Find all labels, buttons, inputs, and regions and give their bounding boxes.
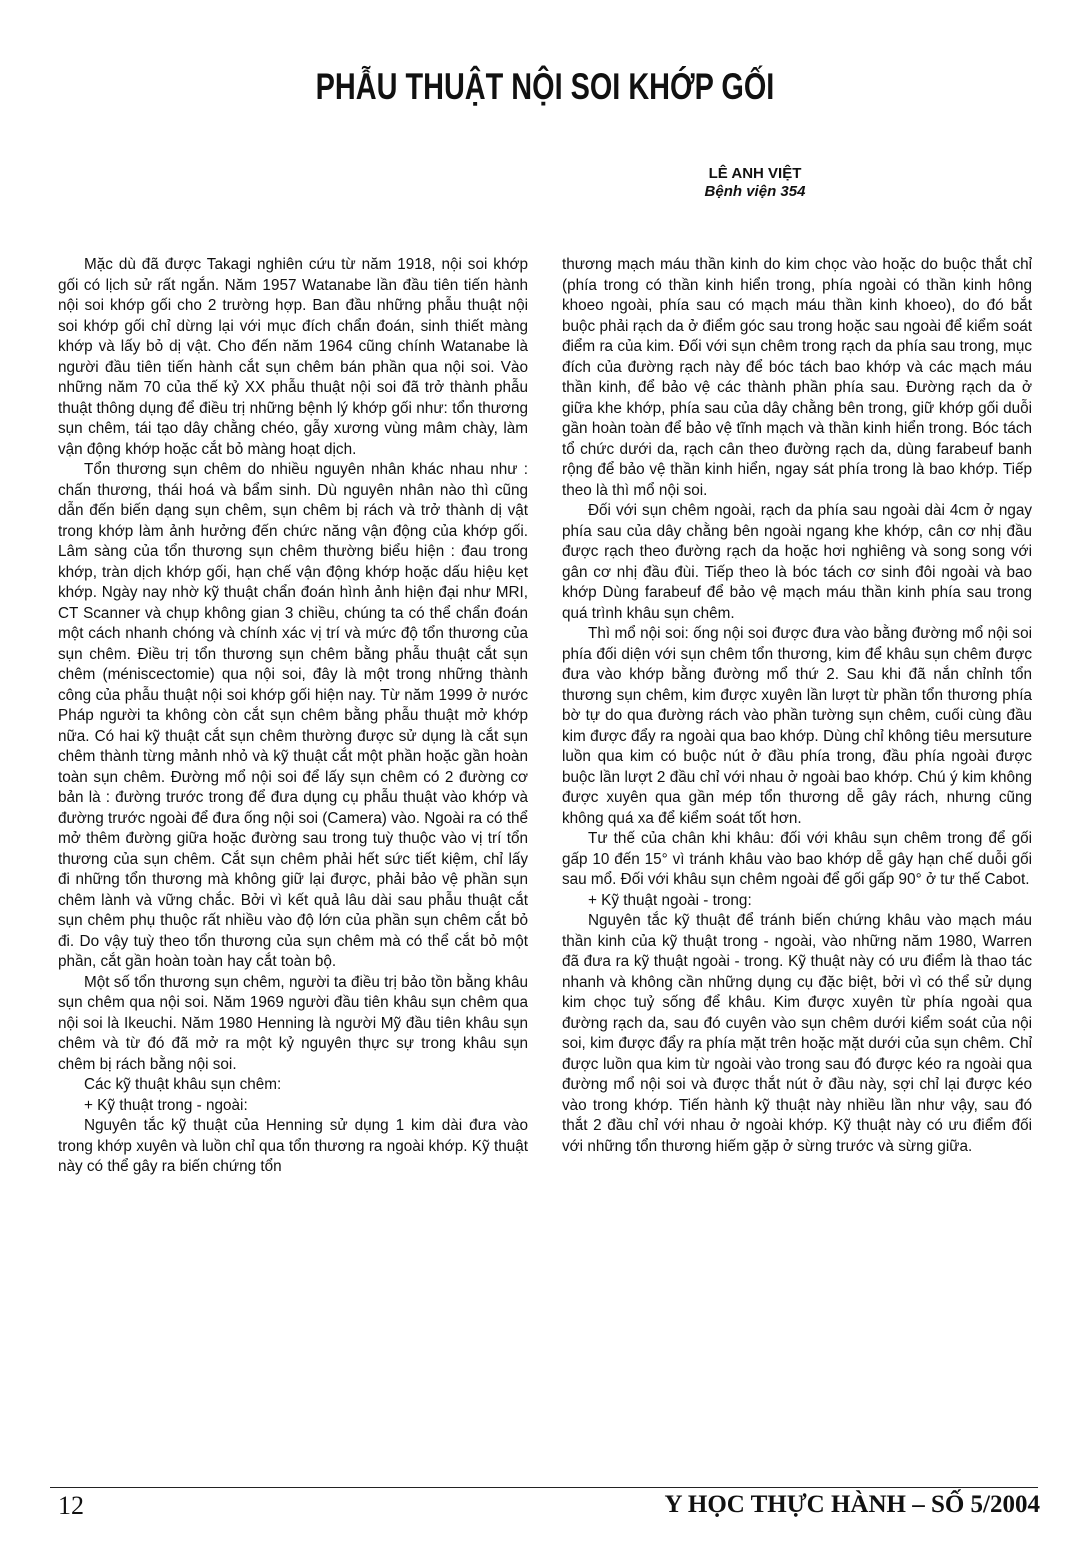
author-block <box>650 165 860 200</box>
paragraph: Tư thế của chân khi khâu: đối với khâu sụn chêm trong để gối gấp 10 đến 15° vì tránh khâu vào bao khớp dễ gây hạn chế duỗi gối sau mổ. Đối với khâu sụn chêm ngoài để gối gấp 90° ở tư thế Cabot. <box>562 830 1032 888</box>
author-name: LÊ ANH VIỆT <box>708 165 802 182</box>
paragraph: Thì mổ nội soi: ống nội soi được đưa vào bằng đường mổ nội soi phía đối diện với sụn chêm tổn thương, kim để khâu sụn chêm được đưa vào khớp bằng đường mổ thứ 2. Sau khi đã nắn chỉnh tổn thương sụn chêm, kim được xuyên lần lượt từ phần tổn thương phía bờ tự do qua đường rách vào phần tường sụn chêm, cuối cùng đầu kim được đẩy ra ngoài qua bao khớp. Dùng chỉ không tiêu mersuture luồn qua kim có buộc nút ở đầu phía trong, đầu phía ngoài được buộc lần lượt 2 đầu chỉ với nhau ở ngoài bao khớp. Chú ý kim không được xuyên qua gần mép tổn thương dễ gây rách, nhưng cũng không quá xa để kiểm soát tốt hơn. <box>562 625 1032 827</box>
paragraph: Nguyên tắc kỹ thuật của Henning sử dụng 1 kim dài đưa vào trong khớp xuyên và luồn chỉ qua tổn thương ra ngoài khớp. Kỹ thuật này có thể gây ra biến chứng tổn <box>58 1117 528 1175</box>
paragraph: Nguyên tắc kỹ thuật để tránh biến chứng khâu vào mạch máu thần kinh của kỹ thuật trong - ngoài, vào những năm 1980, Warren đã đưa ra kỹ thuật ngoài - trong. Kỹ thuật này có ưu điểm là thao tác nhanh và không cần những dụng cụ đặc biệt, bởi vì có thể sử dụng kim chọc tuỷ sống để khâu. Kim được xuyên từ phía ngoài qua đường rạch da, sau đó cuyên vào sụn chêm dưới kiểm soát của nội soi, kim được đẩy ra phía mặt trên hoặc mặt dưới của sụn chêm. Chỉ được luồn qua kim từ ngoài vào trong sau đó được kéo ra ngoài qua đường mổ nội soi và được thắt nút ở đầu này, sợi chỉ lại được kéo vào trong khớp. Tiến hành kỹ thuật này nhiều lần như vậy, sau đó thắt 2 đầu chỉ với nhau ở ngoài khớp. Kỹ thuật này có ưu điểm đối với những tổn thương hiếm gặp ở sừng trước và sừng giữa. <box>562 912 1032 1155</box>
right-column <box>562 255 1032 1157</box>
paragraph: + Kỹ thuật ngoài - trong: <box>588 891 752 909</box>
paragraph: Các kỹ thuật khâu sụn chêm: <box>84 1076 282 1093</box>
author-affiliation: Bệnh viện 354 <box>704 183 806 200</box>
paragraph: Đối với sụn chêm ngoài, rạch da phía sau ngoài dài 4cm ở ngay phía sau của dây chằng bên ngoài ngang khe khớp, cân cơ nhị đầu được rạch theo đường rạch da hoặc hơi nghiêng và song song với gân cơ nhị đầu đùi. Tiếp theo là bóc tách cơ sinh đôi ngoài và bao khớp Dùng farabeuf để bảo vệ mạch máu thần kinh phía sau trong quá trình khâu sụn chêm. <box>562 502 1032 622</box>
footer-rule <box>50 1487 1038 1488</box>
journal-name: Y HỌC THỰC HÀNH – SỐ 5/2004 <box>664 1491 1040 1518</box>
paragraph: + Kỹ thuật trong - ngoài: <box>84 1096 248 1114</box>
article-title: PHẪU THUẬT NỘI SOI KHỚP GỐI <box>315 66 775 107</box>
paragraph: thương mạch máu thần kinh do kim chọc vào hoặc do buộc thắt chỉ (phía trong có thần kinh hiển trong, phía ngoài có thần kinh hông khoeo ngoài, phía sau có mạch máu thần kinh khoeo), do đó bắt buộc phải rạch da ở điểm góc sau trong hoặc sau ngoài để kiểm soát điểm ra của kim. Đối với sụn chêm trong rạch da phía sau trong, mục đích của đường rạch này để bóc tách bao khớp và các mạch máu thần kinh, để bảo vệ các thành phần phía sau. Đường rạch da ở giữa khe khớp, phía sau của dây chằng bên trong, giữ khớp gối duỗi gần hoàn toàn để bảo vệ tĩnh mạch và thần kinh hiển trong. Bóc tách tổ chức dưới da, rạch cân theo đường rạch da, dùng farabeuf banh rộng để bảo vệ thần kinh hiển, ngay sát phía trong là bao khớp. Tiếp theo là thì mổ nội soi. <box>562 256 1032 499</box>
paragraph: Một số tổn thương sụn chêm, người ta điều trị bảo tồn bằng khâu sụn chêm qua nội soi. Năm 1969 người đầu tiên khâu sụn chêm qua nội soi là Ikeuchi. Năm 1980 Henning là người Mỹ đầu tiên khâu sụn chêm và từ đó đã mở ra một kỷ nguyên thực sự trong khâu sụn chêm bị rách bằng nội soi. <box>58 973 528 1073</box>
paragraph: Tổn thương sụn chêm do nhiều nguyên nhân khác nhau như : chấn thương, thái hoá và bẩm sinh. Dù nguyên nhân nào thì cũng dẫn đến biến dạng sụn chêm, sụn chêm bị rách và trở thành dị vật trong khớp làm ảnh hưởng đến chức năng vận động của khớp gối. Lâm sàng của tổn thương sụn chêm thường biểu hiện : đau trong khớp, tràn dịch khớp gối, hạn chế vận động khớp hoặc dấu hiệu kẹt khớp. Ngày nay nhờ kỹ thuật chẩn đoán hình ảnh hiện đại như MRI, CT Scanner và chụp không gian 3 chiều, chúng ta có thể chẩn đoán một cách nhanh chóng và chính xác vị trí và mức độ tổn thương của sụn chêm. Điều trị tổn thương sụn chêm bằng phẫu thuật cắt sụn chêm (méniscectomie) qua nội soi, đây là một trong những thành công của phẫu thuật nội soi khớp gối hiện nay. Từ năm 1999 ở nước Pháp người ta không còn cắt sụn chêm bằng phẫu thuật mở khớp nữa. Có hai kỹ thuật cắt sụn chêm thường được sử dụng là cắt sụn chêm thành từng mảnh nhỏ và kỹ thuật cắt một phần hoặc gần hoàn toàn sụn chêm. Đường mổ nội soi để lấy sụn chêm có 2 đường cơ bản là : đường trước trong để đưa dụng cụ phẫu thuật vào khớp và đường trước ngoài để đưa ống nội soi (Camera) vào. Ngoài ra có thể mở thêm đường giữa hoặc đường sau trong tuỳ thuộc vào vị trí tổn thương của sụn chêm. Cắt sụn chêm phải hết sức tiết kiệm, chỉ lấy đi những tổn thương mà không giữ lại được, phải bảo vệ phần sụn chêm lành và vững chắc. Bởi vì kết quả lâu dài sau phẫu thuật cắt sụn chêm phụ thuộc rất nhiều vào độ lớn của phần sụn chêm cắt bỏ đi. Do vậy tuỳ theo tổn thương của sụn chêm mà có thể cắt bỏ một phần, cắt gần hoàn toàn hay cắt toàn bộ. <box>58 461 528 970</box>
paragraph: Mặc dù đã được Takagi nghiên cứu từ năm 1918, nội soi khớp gối có lịch sử rất ngắn. Năm 1957 Watanabe lần đầu tiên tiến hành nội soi khớp gối cho 2 trường hợp. Ban đầu những phẫu thuật nội soi khớp gối chỉ dừng lại với mục đích chẩn đoán, sinh thiết màng khớp và lấy bỏ dị vật. Cho đến năm 1964 cũng chính Watanabe là người đầu tiên tiến hành cắt sụn chêm bán phần qua nội soi. Vào những năm 70 của thế kỷ XX phẫu thuật nội soi đã trở thành phẫu thuật thông dụng để điều trị những bệnh lý khớp gối như: tổn thương sụn chêm, tái tạo dây chằng chéo, gẫy xương vùng mâm chày, làm vận động khớp hoặc cắt bỏ màng hoạt dịch. <box>58 256 528 458</box>
left-column <box>58 255 528 1178</box>
page-number: 12 <box>58 1491 84 1520</box>
